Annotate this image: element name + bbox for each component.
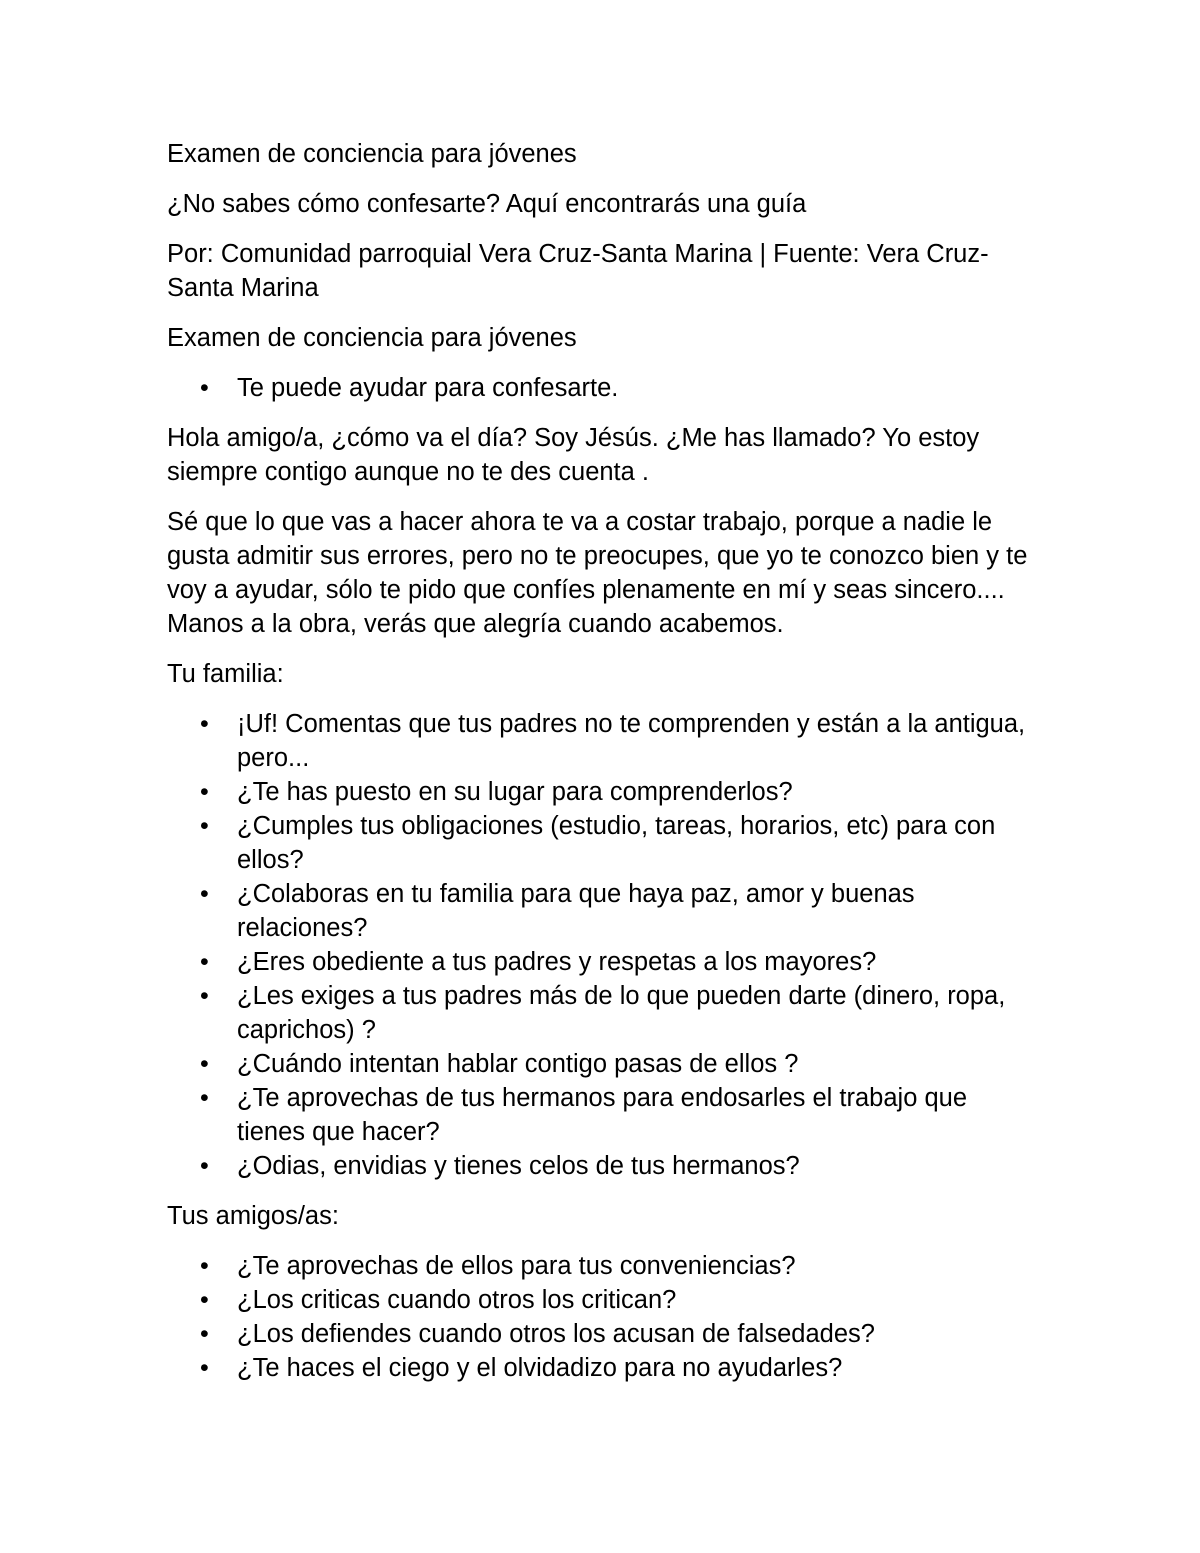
list-item: • ¿Te aprovechas de ellos para tus conveniencias? xyxy=(237,1249,1037,1283)
list-item: • ¿Cuándo intentan hablar contigo pasas de ellos ? xyxy=(237,1047,1037,1081)
list-item: • ¿Cumples tus obligaciones (estudio, tareas, horarios, etc) para con ellos? xyxy=(237,809,1037,877)
list-item: • ¿Eres obediente a tus padres y respetas a los mayores? xyxy=(237,945,1037,979)
list-item: • ¿Los defiendes cuando otros los acusan de falsedades? xyxy=(237,1317,1037,1351)
friends-heading: Tus amigos/as: xyxy=(167,1202,339,1230)
list-item: • ¿Odias, envidias y tienes celos de tus hermanos? xyxy=(237,1149,1037,1183)
document-body xyxy=(167,137,1037,1401)
list-item: • ¿Te has puesto en su lugar para comprenderlos? xyxy=(237,775,1037,809)
list-item: • ¿Te haces el ciego y el olvidadizo para no ayudarles? xyxy=(237,1351,1037,1385)
list-item: • ¿Los criticas cuando otros los critican? xyxy=(237,1283,1037,1317)
section-heading-repeat: Examen de conciencia para jóvenes xyxy=(167,324,577,352)
list-item: • ¿Les exiges a tus padres más de lo que pueden darte (dinero, ropa, caprichos) ? xyxy=(237,979,1037,1047)
intro-list xyxy=(167,371,1037,405)
list-item: • ¿Te aprovechas de tus hermanos para endosarles el trabajo que tienes que hacer? xyxy=(237,1081,1037,1149)
document-subtitle: ¿No sabes cómo confesarte? Aquí encontrarás una guía xyxy=(167,190,807,218)
family-list xyxy=(167,707,1037,1183)
list-item: • ¡Uf! Comentas que tus padres no te comprenden y están a la antigua, pero... xyxy=(237,707,1037,775)
body-paragraph: Sé que lo que vas a hacer ahora te va a costar trabajo, porque a nadie le gusta admitir sus errores, pero no te preocupes, que yo te conozco bien y te voy a ayudar, sólo te pido que confíes plenamente en mí y seas sincero.... Manos a la obra, verás que alegría cuando acabemos. xyxy=(167,508,1028,638)
document-title: Examen de conciencia para jóvenes xyxy=(167,140,577,168)
greeting-paragraph: Hola amigo/a, ¿cómo va el día? Soy Jésús. ¿Me has llamado? Yo estoy siempre contigo aunque no te des cuenta . xyxy=(167,424,980,486)
document-byline: Por: Comunidad parroquial Vera Cruz-Santa Marina | Fuente: Vera Cruz-Santa Marina xyxy=(167,240,989,302)
list-item: • ¿Colaboras en tu familia para que haya paz, amor y buenas relaciones? xyxy=(237,877,1037,945)
list-item: • Te puede ayudar para confesarte. xyxy=(237,371,1037,405)
family-heading: Tu familia: xyxy=(167,660,284,688)
friends-list xyxy=(167,1249,1037,1385)
